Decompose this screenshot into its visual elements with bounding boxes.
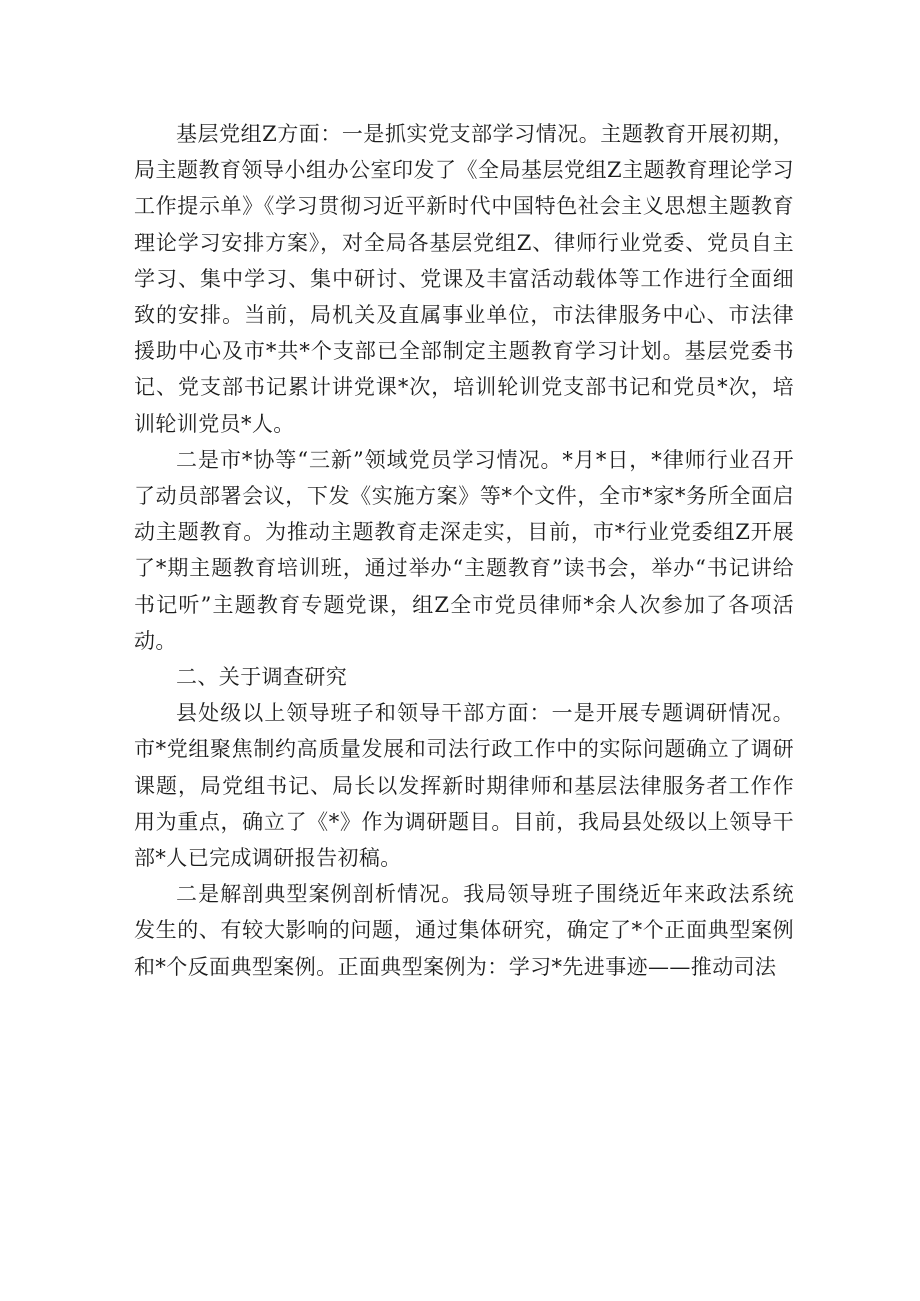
paragraph-special-research: 县处级以上领导班子和领导干部方面：一是开展专题调研情况。市*党组聚焦制约高质量发展和司法行政工作中的实际问题确立了调研课题，局党组书记、局长以发挥新时期律师和基层法律服务者工作作用为重点，确立了《*》作为调研题目。目前，我局县处级以上领导干部*人已完成调研报告初稿。 [134,701,794,871]
paragraph-grassroots-study: 基层党组Z方面：一是抓实党支部学习情况。主题教育开展初期，局主题教育领导小组办公室印发了《全局基层党组Z主题教育理论学习工作提示单》《学习贯彻习近平新时代中国特色社会主义思想主题教育理论学习安排方案》，对全局各基层党组Z、律师行业党委、党员自主学习、集中学习、集中研讨、党课及丰富活动载体等工作进行全面细致的安排。当前，局机关及直属事业单位，市法律服务中心、市法律援助中心及市*共*个支部已全部制定主题教育学习计划。基层党委书记、党支部书记累计讲党课*次，培训轮训党支部书记和党员*次，培训轮训党员*人。 [134,122,794,436]
paragraph-new-sector-study: 二是市*协等“三新”领域党员学习情况。*月*日，*律师行业召开了动员部署会议，下发《实施方案》等*个文件，全市*家*务所全面启动主题教育。为推动主题教育走深走实，目前，市*行业党委组Z开展了*期主题教育培训班，通过举办“主题教育”读书会，举办“书记讲给书记听”主题教育专题党课，组Z全市党员律师*余人次参加了各项活动。 [134,447,794,653]
section-heading-research: 二、关于调查研究 [176,665,348,690]
paragraph-case-analysis: 二是解剖典型案例剖析情况。我局领导班子围绕近年来政法系统发生的、有较大影响的问题，通过集体研究，确定了*个正面典型案例和*个反面典型案例。正面典型案例为：学习*先进事迹——推动司法 [134,882,794,979]
document-body [134,116,794,985]
